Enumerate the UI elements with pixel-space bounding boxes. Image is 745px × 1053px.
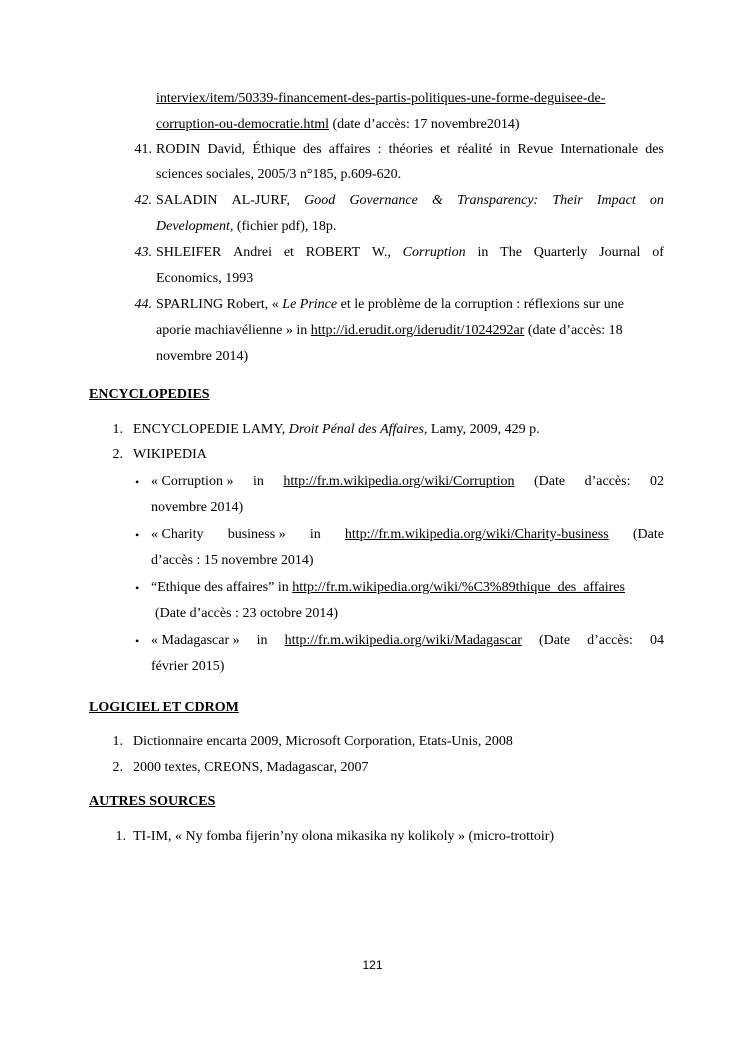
ref-44-rest: et le problème de la corruption : réflexions sur une [337, 297, 625, 312]
ref-44-access-date: (date d’accès: 18 [524, 323, 623, 338]
ref-43-number: 43. [134, 245, 152, 260]
ref-42-word: AL-JURF, [231, 193, 290, 208]
ref-43-word: et [283, 245, 294, 260]
wiki-madagascar-line1 [151, 632, 664, 650]
wiki-charity-date-word: (Date [632, 527, 664, 542]
wiki-madagascar-line2: février 2015) [151, 659, 225, 674]
wiki-ethique-line1 [151, 579, 625, 597]
wiki-madagascar-date-word: 04 [649, 633, 664, 648]
encyclopedie-item-1 [133, 421, 540, 439]
ref-43-word: Andrei [233, 245, 273, 260]
ref-44-link[interactable]: http://id.erudit.org/iderudit/1024292ar [310, 323, 525, 338]
ref-41-word: in [499, 142, 511, 157]
ref-42-title-word: Governance [349, 193, 418, 208]
wiki-corruption-title: « Corruption » [151, 474, 234, 489]
logiciel-item-1: Dictionnaire encarta 2009, Microsoft Corporation, Etats-Unis, 2008 [133, 734, 513, 749]
bullet-icon: • [135, 475, 140, 489]
wiki-corruption-date-word: (Date [534, 474, 566, 489]
ref-43-word: The [500, 245, 522, 260]
ref-41-word: Éthique [252, 142, 296, 157]
wiki-charity-line1 [151, 526, 664, 544]
ref-continued-access-date: (date d’accès: 17 novembre2014) [329, 117, 520, 132]
wiki-ethique-title: “Ethique des affaires” in [151, 580, 293, 595]
ref-42-title-word: on [649, 193, 664, 208]
encyclopedie-item-2: WIKIPEDIA [133, 447, 207, 462]
ref-41-word: RODIN [156, 142, 201, 157]
logiciel-item-2-number: 2. [112, 760, 123, 775]
ref-42-title-word: Transparency: [457, 193, 539, 208]
ref-43-line1 [156, 244, 664, 262]
ref-42-title-word: & [432, 193, 443, 208]
ref-41-word: et [440, 142, 451, 157]
ref-42-title-end: Development, [156, 219, 234, 234]
wiki-charity-title-word: « Charity [151, 527, 204, 542]
ref-41-word: théories [388, 142, 433, 157]
ref-41-line2: sciences sociales, 2005/3 n°185, p.609-620. [156, 167, 402, 182]
ref-43-word: Quarterly [533, 245, 588, 260]
ref-42-title-word: Good [304, 193, 336, 208]
encyclopedie-item-1-author: ENCYCLOPEDIE LAMY, [133, 422, 289, 437]
heading-logiciel-cdrom: LOGICIEL ET CDROM [89, 700, 239, 715]
encyclopedie-item-1-number: 1. [112, 422, 123, 437]
ref-continued-link-part2[interactable]: corruption-ou-democratie.html [156, 117, 329, 132]
ref-42-line2 [156, 218, 336, 236]
wiki-madagascar-in: in [256, 633, 268, 648]
ref-43-word: ROBERT [305, 245, 361, 260]
heading-encyclopedies: ENCYCLOPEDIES [89, 387, 210, 402]
ref-42-title-word: Their [552, 193, 583, 208]
heading-autres-sources: AUTRES SOURCES [89, 794, 216, 809]
ref-43-line2: Economics, 1993 [156, 271, 254, 286]
ref-continued-link-part1[interactable]: interviex/item/50339-financement-des-partis-politiques-une-forme-deguisee-de- [156, 91, 606, 106]
wiki-corruption-line1 [151, 473, 664, 491]
bullet-icon: • [135, 581, 140, 595]
wiki-charity-link[interactable]: http://fr.m.wikipedia.org/wiki/Charity-business [344, 527, 609, 542]
autres-item-1: TI-IM, « Ny fomba fijerin’ny olona mikasika ny kolikoly » (micro-trottoir) [133, 829, 555, 844]
autres-item-1-number: 1. [115, 829, 126, 844]
logiciel-item-1-number: 1. [112, 734, 123, 749]
ref-continued-line1 [156, 90, 605, 108]
encyclopedie-item-2-number: 2. [112, 447, 123, 462]
page-number: 121 [362, 958, 383, 972]
wiki-charity-line2: d’accès : 15 novembre 2014) [151, 553, 314, 568]
ref-42-word: SALADIN [156, 193, 218, 208]
wiki-madagascar-link[interactable]: http://fr.m.wikipedia.org/wiki/Madagascar [284, 633, 522, 648]
ref-41-word: David, [207, 142, 246, 157]
ref-44-text: aporie machiavélienne » in [156, 323, 311, 338]
ref-41-word: des [645, 142, 664, 157]
ref-41-word: des [302, 142, 322, 157]
ref-41-word: : [377, 142, 382, 157]
ref-44-number: 44. [134, 297, 152, 312]
wiki-corruption-date-word: d’accès: [584, 474, 631, 489]
ref-41-line1 [156, 141, 664, 159]
logiciel-item-2: 2000 textes, CREONS, Madagascar, 2007 [133, 760, 369, 775]
wiki-corruption-link[interactable]: http://fr.m.wikipedia.org/wiki/Corruption [283, 474, 515, 489]
bullet-icon: • [135, 634, 140, 648]
wiki-corruption-in: in [252, 474, 264, 489]
wiki-madagascar-title: « Madagascar » [151, 633, 240, 648]
wiki-corruption-date-word: 02 [650, 474, 664, 489]
ref-44-author: SPARLING Robert, « [156, 297, 283, 312]
ref-41-word: Revue [517, 142, 554, 157]
ref-continued-line2 [156, 116, 519, 134]
ref-43-title: Corruption [402, 245, 466, 260]
ref-42-number: 42. [134, 193, 152, 208]
encyclopedie-item-1-title: Droit Pénal des Affaires, [288, 422, 428, 437]
wiki-madagascar-date-word: d’accès: [587, 633, 633, 648]
ref-44-line3: novembre 2014) [156, 349, 249, 364]
ref-43-word: in [477, 245, 489, 260]
ref-42-title-word: Impact [596, 193, 636, 208]
ref-43-word: Journal [599, 245, 641, 260]
ref-42-line1 [156, 192, 664, 210]
ref-41-word: Internationale [560, 142, 639, 157]
wiki-charity-in: in [309, 527, 321, 542]
wiki-charity-title-word: business » [227, 527, 286, 542]
ref-41-word: réalité [457, 142, 493, 157]
wiki-madagascar-date-word: (Date [538, 633, 571, 648]
ref-43-word: SHLEIFER [156, 245, 222, 260]
wiki-ethique-link[interactable]: http://fr.m.wikipedia.org/wiki/%C3%89thique_des_affaires [292, 580, 625, 595]
ref-41-word: affaires [328, 142, 371, 157]
wiki-ethique-line2: (Date d’accès : 23 octobre 2014) [155, 606, 339, 621]
ref-41-number: 41. [134, 142, 152, 157]
wiki-corruption-line2: novembre 2014) [151, 500, 244, 515]
ref-44-line1 [156, 296, 624, 314]
ref-44-line2 [156, 322, 623, 340]
bullet-icon: • [135, 528, 140, 542]
ref-43-word: W., [371, 245, 391, 260]
encyclopedie-item-1-rest: Lamy, 2009, 429 p. [427, 422, 540, 437]
ref-43-word: of [652, 245, 664, 260]
ref-42-rest: (fichier pdf), 18p. [233, 219, 337, 234]
ref-44-title: Le Prince [282, 297, 338, 312]
